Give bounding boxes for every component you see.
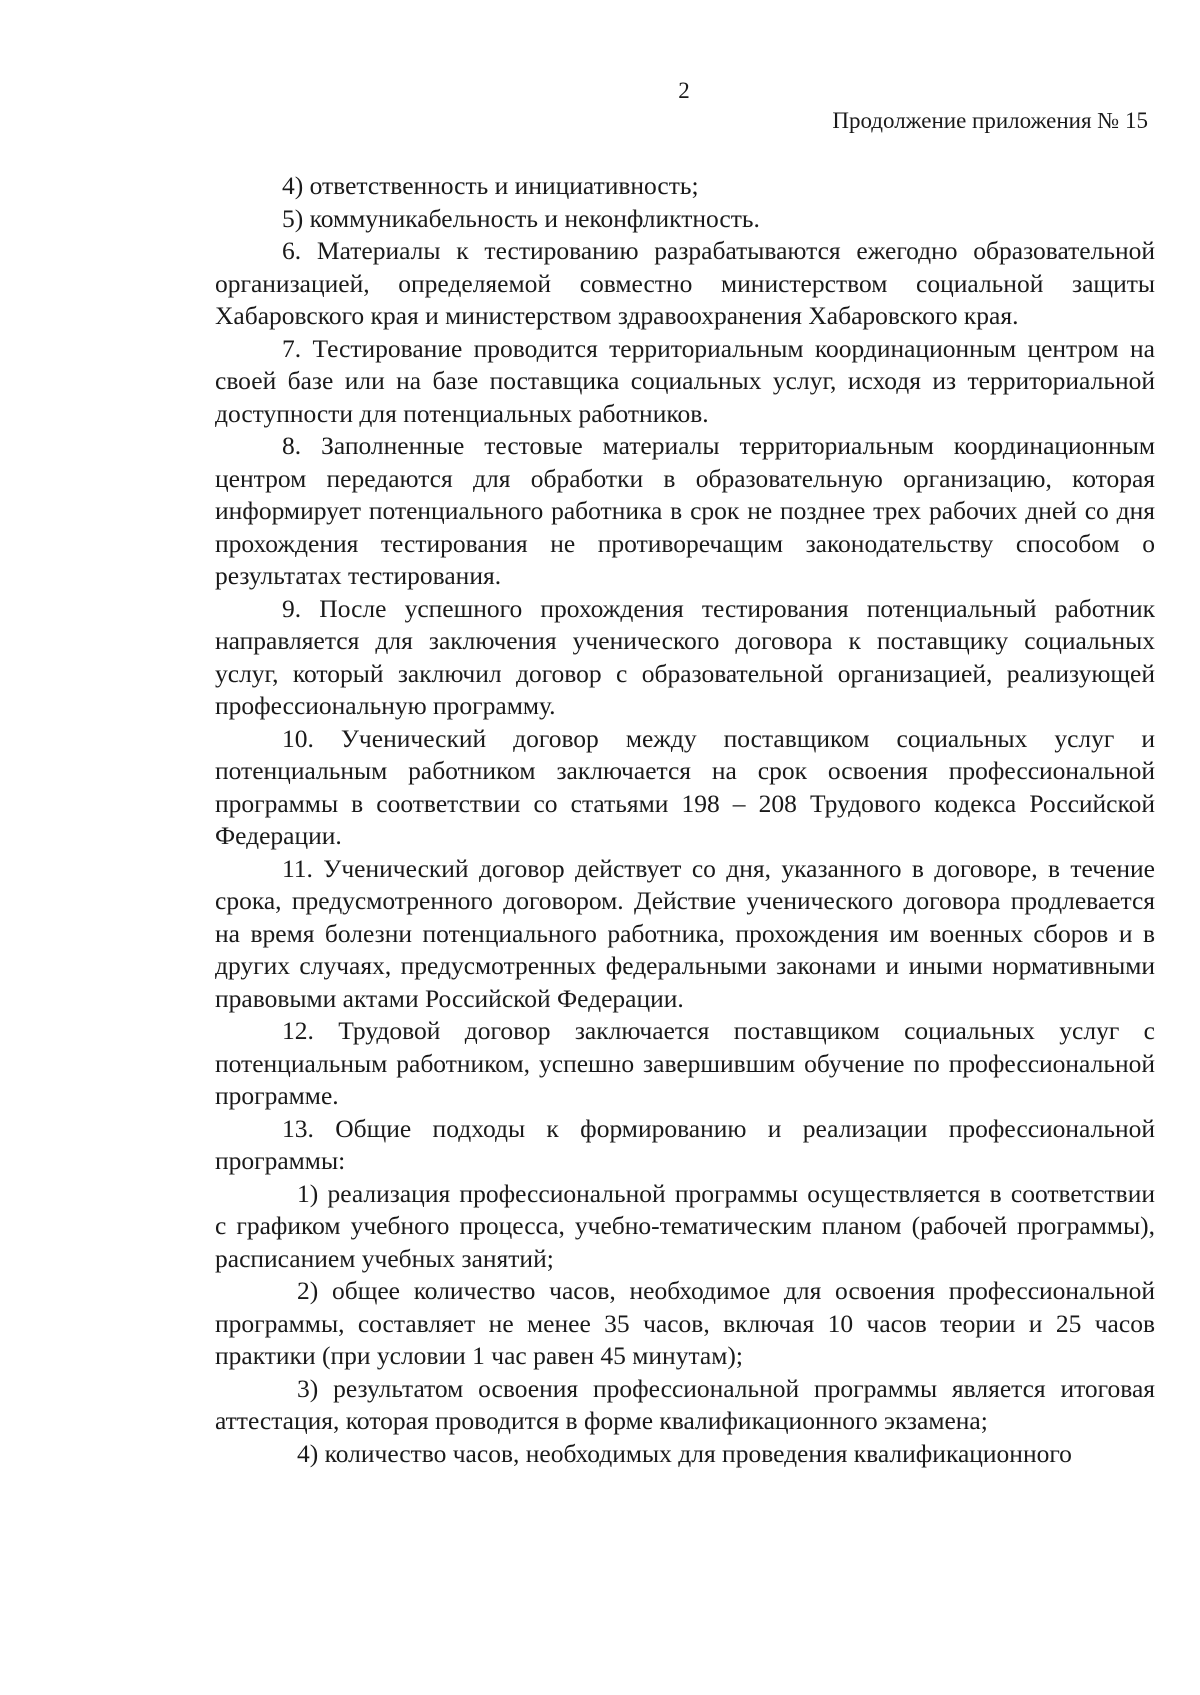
clause-7: 7. Тестирование проводится территориальным координационным центром на своей базе или на базе поставщика социальных услуг, исходя из территориальной доступности для потенциальных работников. [215, 333, 1155, 428]
clause-11: 11. Ученический договор действует со дня, указанного в договоре, в течение срока, предусмотренного договором. Действие ученического договора продлевается на время болезни потенциального работника, прохождения им военных сборов и в других случаях, предусмотренных федеральными законами и иными нормативными правовыми актами Российской Федерации. [215, 853, 1155, 1013]
subclause-13-1: 1) реализация профессиональной программы осуществляется в соответствии с графиком учебного процесса, учебно-тематическим планом (рабочей программы), расписанием учебных занятий; [215, 1178, 1155, 1273]
clause-12: 12. Трудовой договор заключается поставщиком социальных услуг с потенциальным работником, успешно завершившим обучение по профессиональной программе. [215, 1016, 1155, 1110]
clause-6: 6. Материалы к тестированию разрабатываются ежегодно образовательной организацией, определяемой совместно министерством социальной защиты Хабаровского края и министерством здравоохранения Хабаровского края. [215, 236, 1155, 330]
clause-13: 13. Общие подходы к формированию и реализации профессиональной программы: [215, 1113, 1155, 1175]
subclause-13-3: 3) результатом освоения профессиональной программы является итоговая аттестация, которая проводится в форме квалификационного экзамена; [215, 1373, 1155, 1435]
document-body [215, 170, 1155, 1470]
appendix-continuation-header: Продолжение приложения № 15 [832, 108, 1148, 133]
subclause-13-2: 2) общее количество часов, необходимое для освоения профессиональной программы, составляет не менее 35 часов, включая 10 часов теории и 25 часов практики (при условии 1 час равен 45 минутам); [215, 1276, 1155, 1370]
list-item-communication: 5) коммуникабельность и неконфликтность. [282, 203, 760, 233]
clause-8: 8. Заполненные тестовые материалы территориальным координационным центром передаются для обработки в образовательную организацию, которая информирует потенциального работника в срок не позднее трех рабочих дней со дня прохождения тестирования не противоречащим законодательству способом о результатах тестирования. [215, 431, 1155, 590]
subclause-13-4: 4) количество часов, необходимых для проведения квалификационного [297, 1438, 1072, 1468]
list-item-responsibility: 4) ответственность и инициативность; [282, 171, 699, 200]
page-number: 2 [678, 78, 690, 103]
clause-9: 9. После успешного прохождения тестирования потенциальный работник направляется для заключения ученического договора к поставщику социальных услуг, который заключил договор с образовательной организацией, реализующей профессиональную программу. [215, 593, 1155, 720]
clause-10: 10. Ученический договор между поставщиком социальных услуг и потенциальным работником заключается на срок освоения профессиональной программы в соответствии со статьями 198 – 208 Трудового кодекса Российской Федерации. [215, 723, 1155, 850]
